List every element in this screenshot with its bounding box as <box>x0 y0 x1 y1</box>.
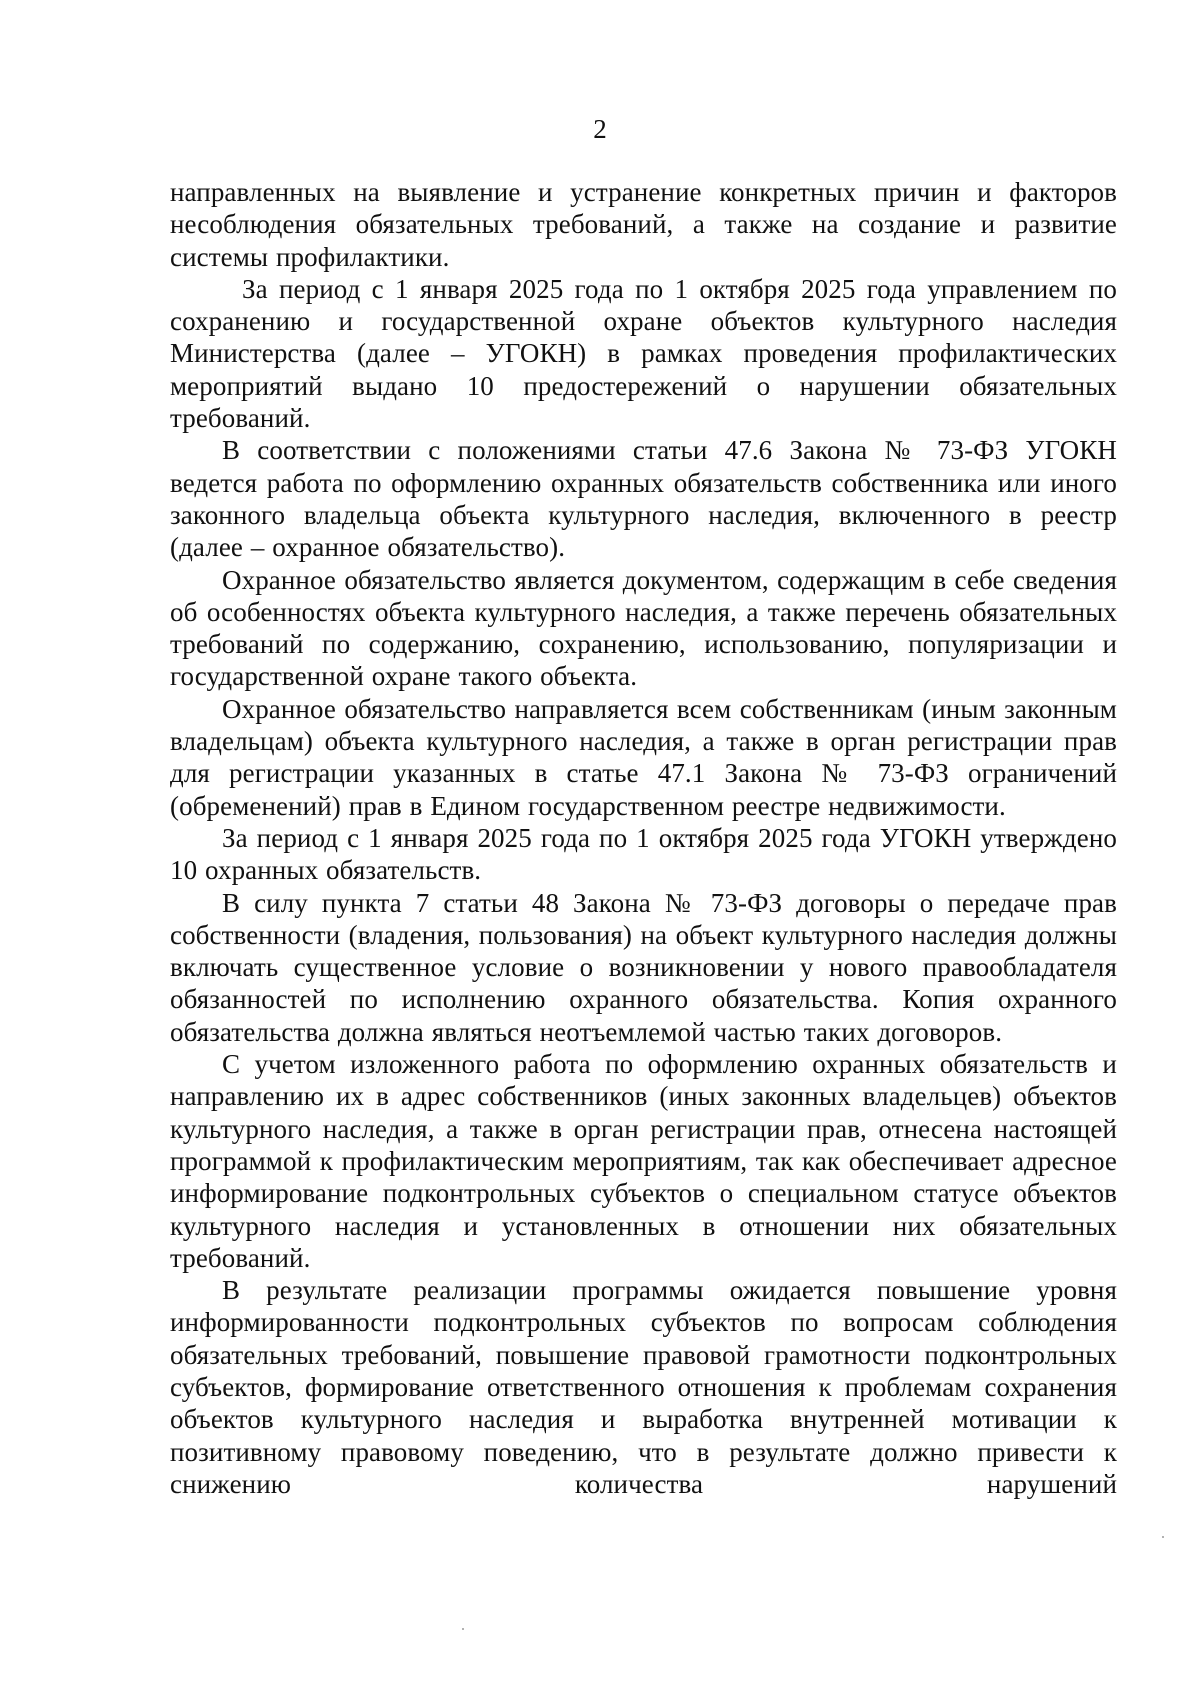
paragraph-6: За период с 1 января 2025 года по 1 октября 2025 года УГОКН утверждено 10 охранных обязательств. <box>170 822 1117 886</box>
paragraph-4: Охранное обязательство является документом, содержащим в себе сведения об особенностях объекта культурного наследия, а также перечень обязательных требований по содержанию, сохранению, использованию, популяризации и государственной охране такого объекта. <box>170 564 1117 692</box>
paragraph-1: направленных на выявление и устранение конкретных причин и факторов несоблюдения обязательных требований, а также на создание и развитие системы профилактики. <box>170 177 1117 272</box>
page-number: 2 <box>593 114 607 144</box>
scan-speck <box>462 1628 464 1630</box>
paragraph-5: Охранное обязательство направляется всем собственникам (иным законным владельцам) объекта культурного наследия, а также в орган регистрации прав для регистрации указанных в статье 47.1 Закона № 73-ФЗ ограничений (обременений) прав в Едином государственном реестре недвижимости. <box>170 693 1117 821</box>
paragraph-8: С учетом изложенного работа по оформлению охранных обязательств и направлению их в адрес собственников (иных законных владельцев) объектов культурного наследия, а также в орган регистрации прав, отнесена настоящей программой к профилактическим мероприятиям, так как обеспечивает адресное информирование подконтрольных субъектов о специальном статусе объектов культурного наследия и установленных в отношении них обязательных требований. <box>170 1049 1117 1273</box>
paragraph-9: В результате реализации программы ожидается повышение уровня информированности подконтрольных субъектов по вопросам соблюдения обязательных требований, повышение правовой грамотности подконтрольных субъектов, формирование ответственного отношения к проблемам сохранения объектов культурного наследия и выработка внутренней мотивации к позитивному правовому поведению, что в результате должно привести к снижению количества нарушений <box>170 1275 1117 1499</box>
scan-speck <box>1162 1536 1164 1538</box>
paragraph-7: В силу пункта 7 статьи 48 Закона № 73-ФЗ договоры о передаче прав собственности (владения, пользования) на объект культурного наследия должны включать существенное условие о возникновении у нового правообладателя обязанностей по исполнению охранного обязательства. Копия охранного обязательства должна являться неотъемлемой частью таких договоров. <box>170 887 1117 1047</box>
paragraph-3: В соответствии с положениями статьи 47.6 Закона № 73-ФЗ УГОКН ведется работа по оформлению охранных обязательств собственника или иного законного владельца объекта культурного наследия, включенного в реестр (далее – охранное обязательство). <box>170 435 1117 563</box>
document-body <box>170 176 1117 1500</box>
paragraph-2: За период с 1 января 2025 года по 1 октября 2025 года управлением по сохранению и государственной охране объектов культурного наследия Министерства (далее – УГОКН) в рамках проведения профилактических мероприятий выдано 10 предостережений о нарушении обязательных требований. <box>170 273 1117 434</box>
